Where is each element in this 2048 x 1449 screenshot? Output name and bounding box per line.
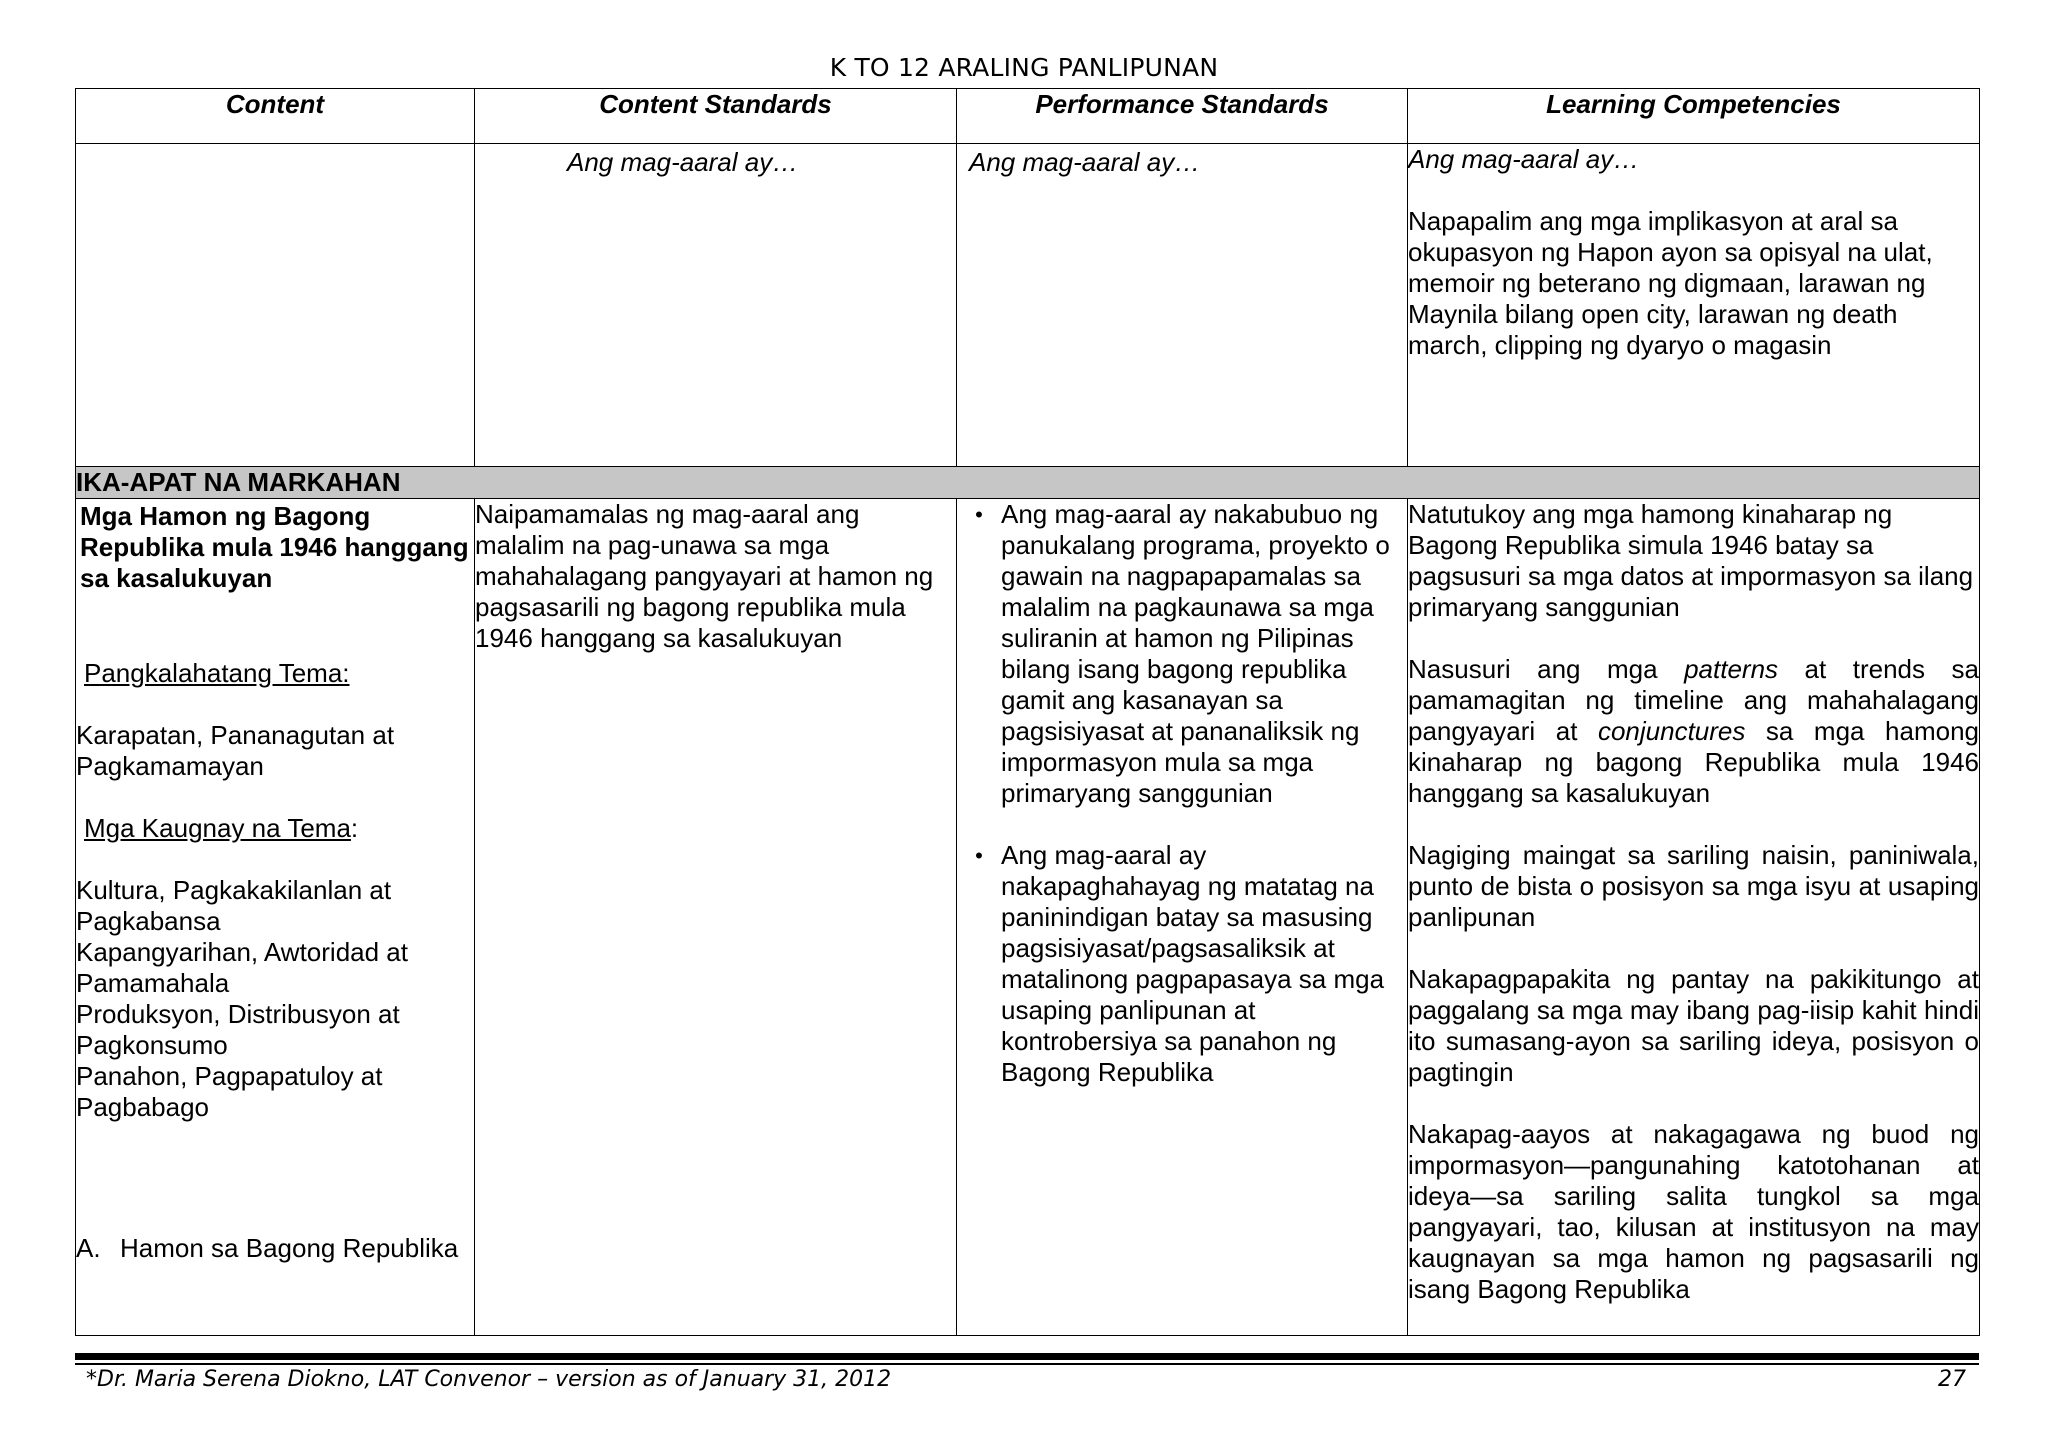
content-cell xyxy=(76,499,475,1336)
content-cell-empty xyxy=(76,144,475,467)
performance-standard-item xyxy=(957,840,1407,1088)
related-themes-heading xyxy=(76,813,474,844)
outline-letter: A. xyxy=(76,1233,101,1263)
related-theme-item: Produksyon, Distribusyon at Pagkonsumo xyxy=(76,999,400,1060)
header-performance-standards: Performance Standards xyxy=(957,89,1408,144)
learning-competencies-intro: Ang mag-aaral ay… xyxy=(1408,144,1640,174)
bullet-icon: • xyxy=(975,843,983,868)
content-standards-intro: Ang mag-aaral ay… xyxy=(567,147,799,177)
learning-competency-item: Nagiging maingat sa sariling naisin, paniniwala, punto de bista o posisyon sa mga isyu at usaping panlipunan xyxy=(1408,840,1979,932)
performance-standards-cell xyxy=(957,144,1408,467)
quarter-label: IKA-APAT NA MARKAHAN xyxy=(76,467,1980,499)
related-theme-item: Panahon, Pagpapatuloy at Pagbabago xyxy=(76,1061,383,1122)
outline-text: Hamon sa Bagong Republika xyxy=(120,1233,459,1263)
quarter-row xyxy=(76,467,1980,499)
page-number: 27 xyxy=(1938,1367,1966,1392)
header-content: Content xyxy=(76,89,475,144)
content-standards-cell xyxy=(475,144,957,467)
footer-note: *Dr. Maria Serena Diokno, LAT Convenor – version as of January 31, 2012 xyxy=(86,1367,892,1392)
learning-competency-item xyxy=(1408,654,1979,809)
learning-competency-item: Nakapagpapakita ng pantay na pakikitungo at paggalang sa mga may ibang pag-iisip kahit hindi ito sumasang-ayon sa sariling ideya, posisyon o pagtingin xyxy=(1408,964,1979,1087)
competency-text-part: sa mga hamong kinaharap ng bagong Republika mula 1946 hanggang sa kasalukuyan xyxy=(1408,716,1980,808)
general-theme: Karapatan, Pananagutan at Pagkamamayan xyxy=(76,720,395,781)
content-standard-text: Naipamamalas ng mag-aaral ang malalim na pag-unawa sa mga mahahalagang pangyayari at hamon ng pagsasarili ng bagong republika mula 1946 hanggang sa kasalukuyan xyxy=(475,499,934,653)
learning-competency-item: Nakapag-aayos at nakagagawa ng buod ng impormasyon—pangunahing katotohanan at ideya—sa sariling salita tungkol sa mga pangyayari, tao, kilusan at institusyon na may kaugnayan sa mga hamon ng pagsasarili ng isang Bagong Republika xyxy=(1408,1119,1979,1304)
competency-term-patterns: patterns xyxy=(1684,654,1779,684)
content-title: Mga Hamon ng Bagong Republika mula 1946 hanggang sa kasalukuyan xyxy=(80,501,469,593)
performance-standard-text: Ang mag-aaral ay nakabubuo ng panukalang programa, proyekto o gawain na nagpapapamalas sa malalim na pagkaunawa sa mga suliranin at hamon ng Pilipinas bilang isang bagong republika gamit ang kasanayan sa pagsisiyasat at pananaliksik ng impormasyon mula sa mga primaryang sanggunian xyxy=(1001,499,1390,808)
related-themes-label: Mga Kaugnay na Tema xyxy=(84,813,351,843)
header-content-standards: Content Standards xyxy=(475,89,957,144)
learning-competencies-list xyxy=(1408,499,1980,1336)
related-theme-item: Kultura, Pagkakakilanlan at Pagkabansa xyxy=(76,875,392,936)
related-themes-list xyxy=(76,875,474,1123)
table-row xyxy=(76,499,1980,1336)
bullet-icon: • xyxy=(975,502,983,527)
related-themes-colon: : xyxy=(350,813,359,843)
performance-standards-intro: Ang mag-aaral ay… xyxy=(969,147,1201,177)
competency-term-conjunctures: conjunctures xyxy=(1597,716,1746,746)
header-learning-competencies: Learning Competencies xyxy=(1408,89,1980,144)
table-row xyxy=(76,144,1980,467)
learning-competency-item: Natutukoy ang mga hamong kinaharap ng Bagong Republika simula 1946 batay sa pagsusuri sa mga datos at impormasyon sa ilang primaryang sanggunian xyxy=(1408,499,1974,622)
competency-text-part: Nasusuri ang mga xyxy=(1408,654,1685,684)
curriculum-table xyxy=(75,88,1980,1336)
performance-standards-list xyxy=(957,499,1408,1336)
outline-item xyxy=(76,1233,474,1264)
performance-standard-text: Ang mag-aaral ay nakapaghahayag ng matatag na paninindigan batay sa masusing pagsisiyasat/pagsasaliksik at matalinong pagpapasaya sa mga usaping panlipunan at kontrobersiya sa panahon ng Bagong Republika xyxy=(1001,840,1385,1087)
footer-rule-thick xyxy=(75,1353,1979,1360)
document-title: K TO 12 ARALING PANLIPUNAN xyxy=(829,53,1219,82)
content-standard-cell xyxy=(475,499,957,1336)
page-footer xyxy=(86,1367,1966,1397)
learning-competencies-cell xyxy=(1408,144,1980,467)
performance-standard-item xyxy=(957,499,1407,809)
related-theme-item: Kapangyarihan, Awtoridad at Pamamahala xyxy=(76,937,408,998)
table-header-row xyxy=(76,89,1980,144)
competency-text-part: at trends sa pamamagitan ng timeline ang mahahalagang pangyayari at xyxy=(1408,654,1979,746)
general-theme-label: Pangkalahatang Tema: xyxy=(84,658,350,688)
footer-rule-thin xyxy=(75,1363,1979,1365)
learning-competency-text: Napapalim ang mga implikasyon at aral sa okupasyon ng Hapon ayon sa opisyal na ulat, memoir ng beterano ng digmaan, larawan ng Maynila bilang open city, larawan ng death march, clipping ng dyaryo o magasin xyxy=(1408,206,1933,360)
